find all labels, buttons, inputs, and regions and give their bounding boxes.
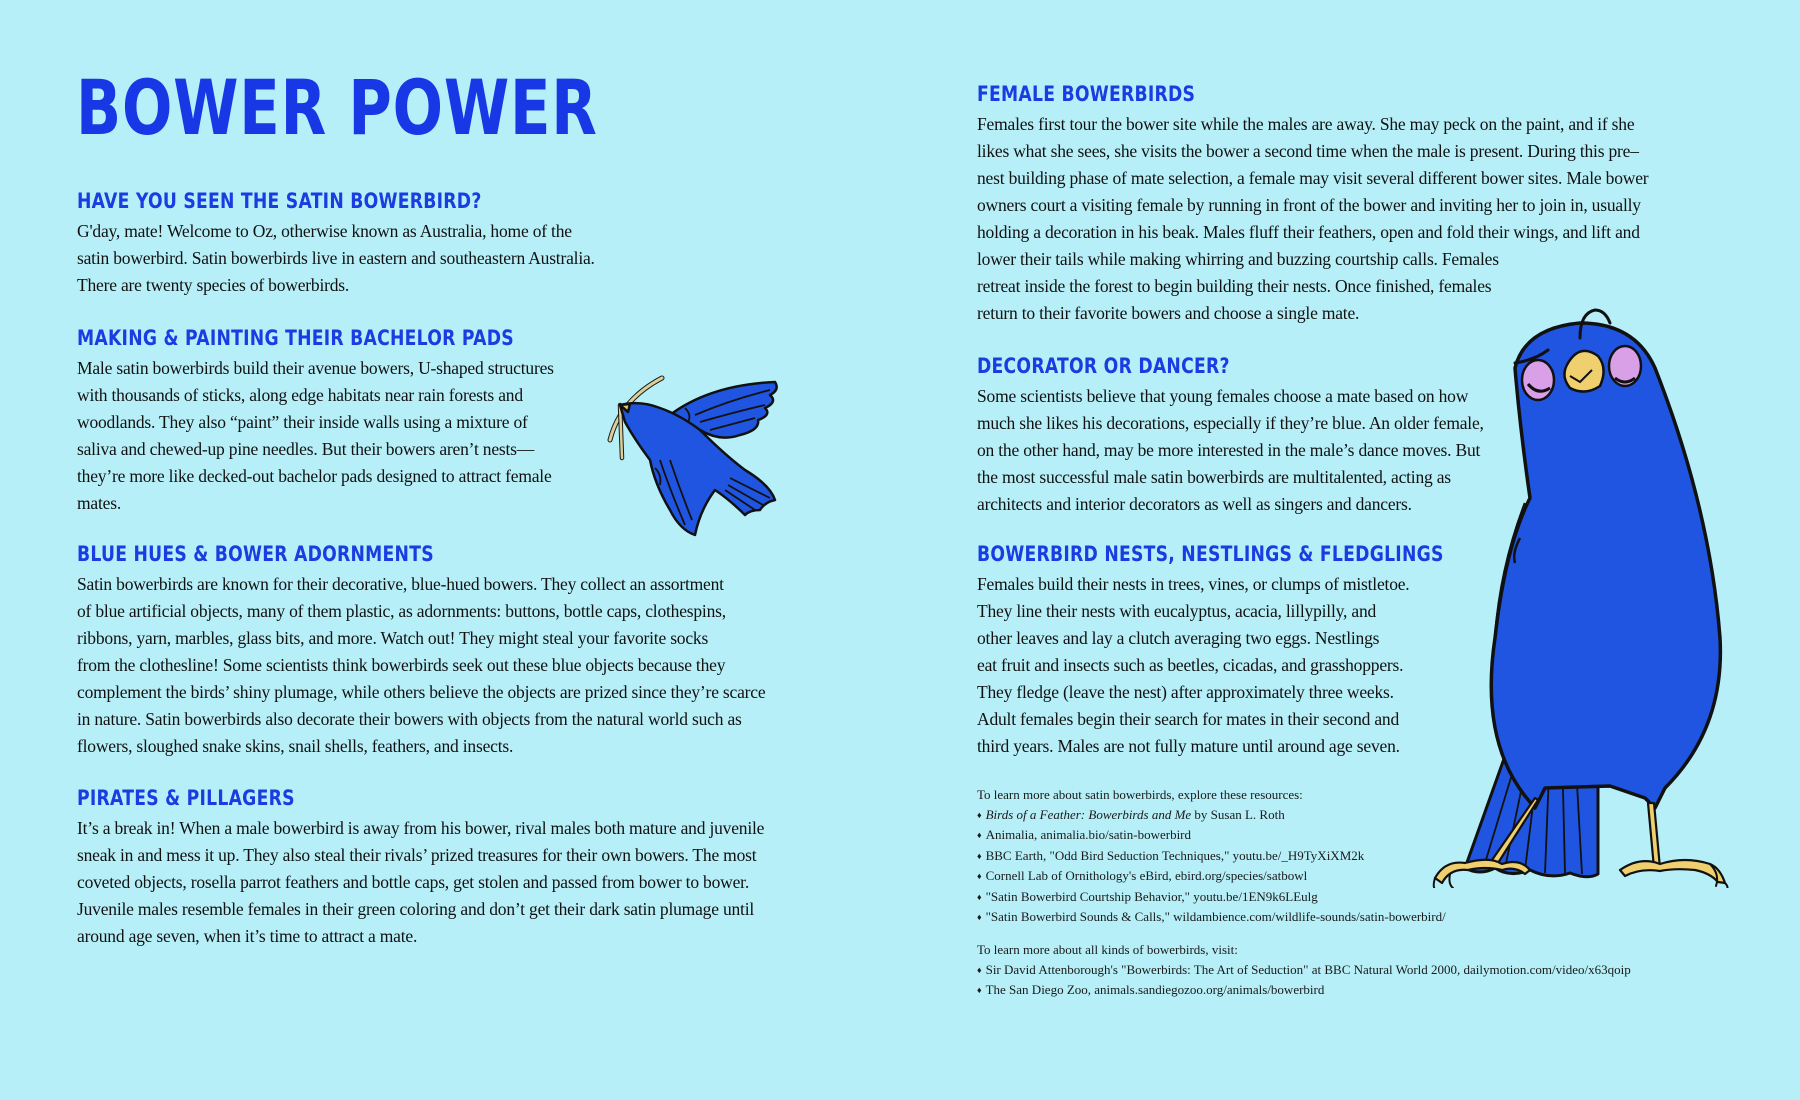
body-line: lower their tails while making whirring and buzzing courtship calls. Females (977, 249, 1499, 269)
bird-body (620, 382, 777, 535)
resource-item (977, 887, 1446, 908)
resource-title: Birds of a Feather: Bowerbirds and Me (985, 806, 1192, 822)
body-line: sneak in and mess it up. They also steal their rivals’ prized treasures for their own bowers. The most (77, 845, 757, 865)
bullet-icon: ♦ (977, 964, 982, 975)
resource-item (977, 846, 1446, 867)
body-line: They fledge (leave the nest) after approximately three weeks. (977, 682, 1394, 702)
body-line: coveted objects, rosella parrot feathers and bottle caps, get stolen and passed from bower to bower. (77, 872, 749, 892)
section-heading: DECORATOR OR DANCER? (977, 354, 1230, 378)
body-line: nest building phase of mate selection, a female may visit several different bower sites. Male bower (977, 168, 1649, 188)
resource-item (977, 805, 1446, 826)
section-pirates (77, 785, 764, 950)
resource-text: "Satin Bowerbird Courtship Behavior," youtu.be/1EN9k6LEulg (985, 888, 1318, 904)
body-line: much she likes his decorations, especially if they’re blue. An older female, (977, 413, 1484, 433)
body-line: retreat inside the forest to begin building their nests. Once finished, females (977, 276, 1492, 296)
section-body (977, 383, 1484, 518)
resource-text: BBC Earth, "Odd Bird Seduction Techniques," youtu.be/_H9TyXiXM2k (985, 847, 1365, 863)
section-heading: BOWERBIRD NESTS, NESTLINGS & FLEDGLINGS (977, 542, 1444, 566)
body-line: ribbons, yarn, marbles, glass bits, and more. Watch out! They might steal your favorite socks (77, 628, 709, 648)
bullet-icon: ♦ (977, 985, 982, 995)
body-line: third years. Males are not fully mature until around age seven. (977, 736, 1400, 756)
body-line: Females build their nests in trees, vines, or clumps of mistletoe. (977, 574, 1410, 594)
body-line: likes what she sees, she visits the bower a second time when the male is present. During this pre– (977, 141, 1639, 161)
bullet-icon: ♦ (977, 830, 982, 840)
bullet-icon: ♦ (977, 891, 982, 902)
body-line: in nature. Satin bowerbirds also decorate their bowers with objects from the natural world such as (77, 709, 742, 729)
body-line: other leaves and lay a clutch averaging two eggs. Nestlings (977, 628, 1380, 648)
section-body (77, 355, 610, 517)
body-line: with thousands of sticks, along edge habitats near rain forests and (77, 385, 523, 405)
body-line: eat fruit and insects such as beetles, cicadas, and grasshoppers. (977, 655, 1404, 675)
body-line: flowers, sloughed snake skins, snail shells, feathers, and insects. (77, 736, 514, 756)
section-heading: HAVE YOU SEEN THE SATIN BOWERBIRD? (77, 189, 482, 213)
page-title: BOWER POWER (76, 63, 598, 152)
section-female-bowerbirds (977, 81, 1648, 327)
section-heading: FEMALE BOWERBIRDS (977, 82, 1196, 106)
body-line: Male satin bowerbirds build their avenue bowers, U-shaped structures (77, 358, 554, 378)
body-line: they’re more like decked-out bachelor pads designed to attract female (77, 466, 552, 486)
body-line: owners court a visiting female by running in front of the bower and inviting her to join in, usually (977, 195, 1641, 215)
bullet-icon: ♦ (977, 850, 982, 861)
body-line: Juvenile males resemble females in their green coloring and don’t get their dark satin plumage until (77, 899, 755, 919)
body-line: architects and interior decorators as well as singers and dancers. (977, 494, 1412, 514)
resource-text: Sir David Attenborough's "Bowerbirds: The Art of Seduction" at BBC Natural World 2000, dailymotion.com/video/x63qoip (985, 961, 1631, 977)
resources-list (977, 805, 1446, 928)
section-body (77, 815, 764, 950)
body-line: Satin bowerbirds are known for their decorative, blue-hued bowers. They collect an assortment (77, 574, 724, 594)
body-line: They line their nests with eucalyptus, acacia, lillypilly, and (977, 601, 1377, 621)
resources-list (977, 960, 1631, 1001)
body-line: satin bowerbird. Satin bowerbirds live in eastern and southeastern Australia. (77, 248, 595, 268)
resources-all (977, 940, 1631, 1001)
resource-item (977, 960, 1631, 981)
standing-bird-illustration (1420, 308, 1750, 888)
body-line: It’s a break in! When a male bowerbird is away from his bower, rival males both mature and juvenile (77, 818, 765, 838)
resource-text: Animalia, animalia.bio/satin-bowerbird (985, 827, 1192, 842)
resources-satin (977, 785, 1446, 928)
section-body (77, 571, 765, 760)
body-line: Adult females begin their search for mates in their second and (977, 709, 1400, 729)
bullet-icon: ♦ (977, 912, 982, 922)
section-blue-hues (77, 541, 765, 760)
body-line: holding a decoration in his beak. Males fluff their feathers, open and fold their wings, and lift and (977, 222, 1640, 242)
body-line: mates. (77, 493, 121, 513)
bullet-icon: ♦ (977, 871, 982, 881)
body-line: from the clothesline! Some scientists think bowerbirds seek out these blue objects because they (77, 655, 726, 675)
section-heading: BLUE HUES & BOWER ADORNMENTS (77, 542, 434, 566)
body-line: on the other hand, may be more interested in the male’s dance moves. But (977, 440, 1481, 460)
section-heading: MAKING & PAINTING THEIR BACHELOR PADS (77, 326, 514, 350)
body-line: Females first tour the bower site while the males are away. She may peck on the paint, and if she (977, 114, 1635, 134)
body-line: woodlands. They also “paint” their inside walls using a mixture of (77, 412, 528, 432)
body-line: Some scientists believe that young females choose a mate based on how (977, 386, 1469, 406)
bird-body (1491, 323, 1720, 808)
body-line: G'day, mate! Welcome to Oz, otherwise known as Australia, home of the (77, 221, 572, 241)
body-line: saliva and chewed-up pine needles. But their bowers aren’t nests— (77, 439, 535, 459)
resource-item (977, 866, 1446, 887)
resource-item (977, 825, 1446, 846)
section-body (77, 218, 595, 299)
body-line: of blue artificial objects, many of them plastic, as adornments: buttons, bottle caps, clothespins, (77, 601, 726, 621)
resource-text: by Susan L. Roth (1191, 806, 1285, 822)
body-line: complement the birds’ shiny plumage, while others believe the objects are prized since they’re scarce (77, 682, 766, 702)
section-heading: PIRATES & PILLAGERS (77, 786, 295, 810)
section-have-you-seen (77, 188, 595, 299)
section-making-painting (77, 325, 610, 517)
resources-intro: To learn more about all kinds of bowerbirds, visit: (977, 942, 1238, 957)
resource-item (977, 980, 1631, 1001)
body-line: the most successful male satin bowerbirds are multitalented, acting as (977, 467, 1451, 487)
body-line: There are twenty species of bowerbirds. (77, 275, 350, 295)
section-decorator-or-dancer (977, 353, 1484, 518)
flying-bird-illustration (600, 360, 785, 540)
resource-text: Cornell Lab of Ornithology's eBird, ebird.org/species/satbowl (985, 868, 1308, 883)
resources-intro: To learn more about satin bowerbirds, explore these resources: (977, 787, 1303, 802)
section-body (977, 111, 1648, 327)
body-line: around age seven, when it’s time to attract a mate. (77, 926, 418, 946)
resource-text: The San Diego Zoo, animals.sandiegozoo.org/animals/bowerbird (985, 982, 1325, 997)
body-line: return to their favorite bowers and choose a single mate. (977, 303, 1360, 323)
bullet-icon: ♦ (977, 809, 982, 820)
resource-item (977, 907, 1446, 928)
resource-text: "Satin Bowerbird Sounds & Calls," wildambience.com/wildlife-sounds/satin-bowerbird/ (985, 909, 1446, 924)
